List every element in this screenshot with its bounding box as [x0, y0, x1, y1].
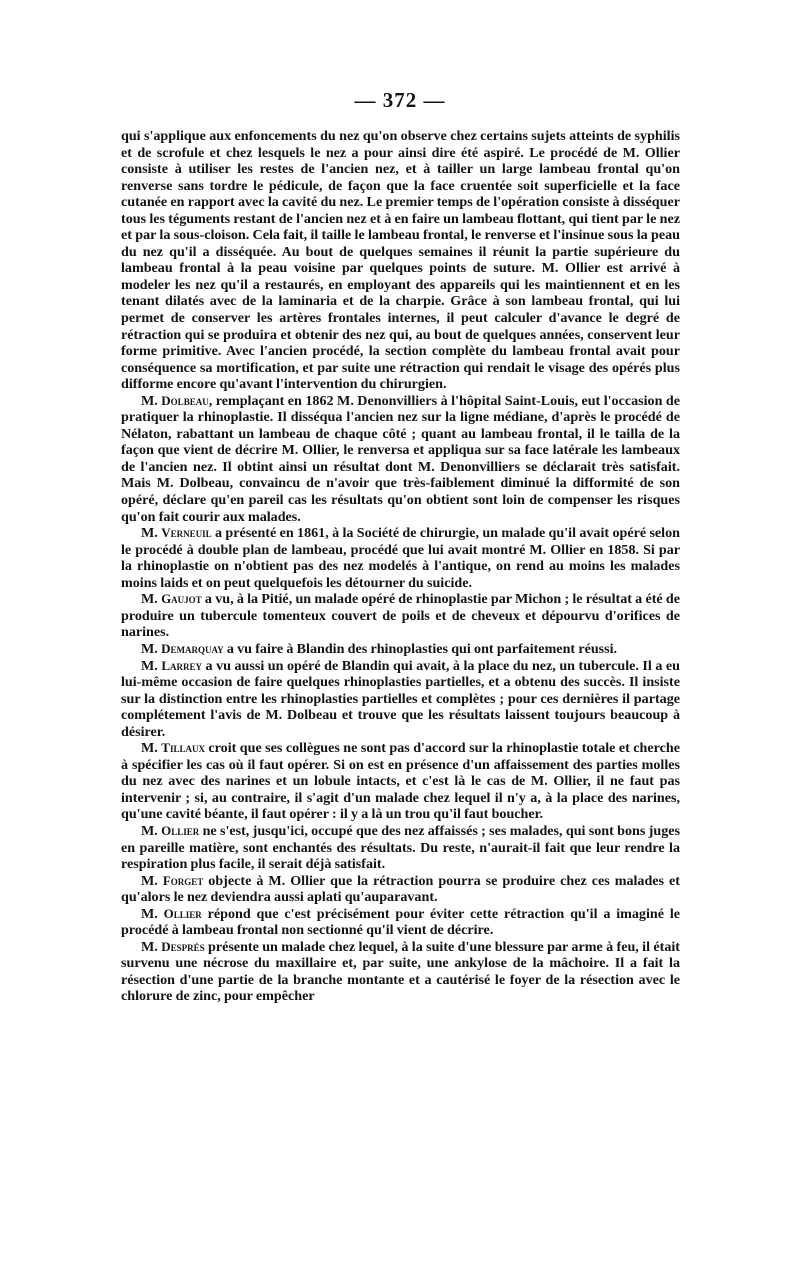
paragraph: M. Ollier ne s'est, jusqu'ici, occupé que des nez affaissés ; ses malades, qui sont bons juges en pareille matière, sont enchantés des résultats. Du reste, n'aurait-il fait que leur rendre la respiration plus facile, il serait déjà satisfait.	[121, 822, 680, 873]
paragraph-continuation	[121, 128, 680, 393]
page-number: — 372 —	[354, 88, 446, 112]
paragraph: M. Dolbeau, remplaçant en 1862 M. Denonvilliers à l'hôpital Saint-Louis, eut l'occasion de pratiquer la rhinoplastie. Il disséqua l'ancien nez sur la ligne médiane, d'après le procédé de Nélaton, rabattant un lambeau de chaque côté ; quant au lambeau frontal, il le tailla de la façon que vient de décrire M. Ollier, le renversa et appliqua sur sa face latérale les lambeaux de l'ancien nez. Il obtint ainsi un résultat dont M. Denonvilliers se déclarait très satisfait. Mais M. Dolbeau, convaincu de n'avoir que très-faiblement diminué la difformité de son opéré, déclare qu'en pareil cas les résultats qu'on obtient sont loin de compenser les risques qu'on fait courir aux malades.	[121, 392, 680, 525]
speaker-name: Dolbeau	[161, 392, 209, 408]
speaker-name: Demarquay	[161, 640, 224, 656]
paragraph-text: a vu, à la Pitié, un malade opéré de rhinoplastie par Michon ; le résultat a été de produire un tubercule tomenteux couvert de poils et de cheveux et dépourvu d'orifices de narines.	[121, 591, 680, 641]
paragraph-text: qui s'applique aux enfoncements du nez qu'on observe chez certains sujets atteints de syphilis et de scrofule et chez lesquels le nez a pour ainsi dire été aspiré. Le procédé de M. Ollier consiste à utiliser les restes de l'ancien nez, et à tailler un large lambeau frontal qu'on renverse sans tordre le pédicule, de façon que la face cruentée soit superficielle et la face cutanée en rapport avec la cavité du nez. Le premier temps de l'opération consiste à disséquer tous les téguments restant de l'ancien nez et à en faire un lambeau flottant, qui tient par le nez et par la sous-cloison. Cela fait, il taille le lambeau frontal, le renverse et l'insinue sous la peau du nez qu'il a disséquée. Au bout de quelques semaines il réunit la partie supérieure du lambeau frontal à la peau voisine par quelques points de suture. M. Ollier est arrivé à modeler les nez qu'il a restaurés, en employant des appareils qui les maintiennent et en les tenant dilatés avec de la laminaria et de la charpie. Grâce à son lambeau frontal, qui lui permet de conserver les artères frontales internes, il peut calculer d'avance le degré de rétraction qui se produira et obtenir des nez qui, au bout de quelques années, conservent leur forme primitive. Avec l'ancien procédé, la section complète du lambeau frontal avait pour conséquence sa mortification, et par suite une rétraction qui rendait le visage des opérés plus difforme encore qu'avant l'intervention du chirurgien.	[121, 128, 680, 393]
paragraph: M. Verneuil a présenté en 1861, à la Société de chirurgie, un malade qu'il avait opéré selon le procédé à double plan de lambeau, procédé que lui avait montré M. Ollier en 1858. Si par la rhinoplastie on n'obtient pas des nez modelés à l'antique, on rend au moins les malades moins laids et on peut quelquefois les détourner du suicide.	[121, 525, 680, 591]
paragraph-text: a vu faire à Blandin des rhinoplasties qui ont parfaitement réussi.	[223, 640, 618, 657]
speaker-name: Verneuil	[161, 525, 212, 541]
paragraph: M. Ollier répond que c'est précisément pour éviter cette rétraction qu'il a imaginé le procédé à lambeau frontal non sectionné qu'il vient de décrire.	[121, 905, 680, 939]
speaker-name: Ollier	[161, 822, 200, 838]
paragraph: M. Larrey a vu aussi un opéré de Blandin qui avait, à la place du nez, un tubercule. Il a eu lui-même occasion de faire quelques rhinoplasties partielles, et a obtenu des succès. Il insiste sur la distinction entre les rhinoplasties partielles et complètes ; pour ces dernières il partage complétement l'avis de M. Dolbeau et trouve que les résultats laissent toujours beaucoup à désirer.	[121, 657, 680, 740]
speaker-name: Després	[161, 938, 205, 954]
speaker-name: Tillaux	[161, 740, 205, 756]
paragraph: M. Demarquay a vu faire à Blandin des rhinoplasties qui ont parfaitement réussi.	[141, 640, 618, 657]
paragraph-text: croit que ses collègues ne sont pas d'accord sur la rhinoplastie totale et cherche à spécifier les cas où il faut opérer. Si on est en présence d'un affaissement des parties molles du nez avec des narines et un lobule intacts, et c'est là le cas de M. Ollier, il ne faut pas intervenir ; si, au contraire, il s'agit d'un malade chez lequel il n'y a, à la place des narines, qu'une cavité béante, il faut opérer : il y a là un trou qu'il faut boucher.	[121, 740, 680, 823]
paragraph-text: a vu aussi un opéré de Blandin qui avait, à la place du nez, un tubercule. Il a eu lui-même occasion de faire quelques rhinoplasties partielles, et a obtenu des succès. Il insiste sur la distinction entre les rhinoplasties partielles et complètes ; pour ces dernières il partage complétement l'avis de M. Dolbeau et trouve que les résultats laissent toujours beaucoup à désirer.	[121, 657, 680, 740]
paragraph-text: présente un malade chez lequel, à la suite d'une blessure par arme à feu, il était survenu une nécrose du maxillaire et, par suite, une ankylose de la mâchoire. Il a fait la résection d'une partie de la branche montante et a cautérisé le foyer de la résection avec le chlorure de zinc, pour empêcher	[121, 938, 680, 1005]
paragraph-text: objecte à M. Ollier que la rétraction pourra se produire chez ces malades et qu'alors le nez deviendra aussi aplati qu'auparavant.	[121, 872, 680, 906]
paragraph: M. Després présente un malade chez lequel, à la suite d'une blessure par arme à feu, il était survenu une nécrose du maxillaire et, par suite, une ankylose de la mâchoire. Il a fait la résection d'une partie de la branche montante et a cautérisé le foyer de la résection avec le chlorure de zinc, pour empêcher	[121, 938, 680, 1005]
speaker-name: Larrey	[161, 657, 203, 673]
paragraph-text: ne s'est, jusqu'ici, occupé que des nez affaissés ; ses malades, qui sont bons juges en pareille matière, sont enchantés des résultats. Du reste, n'aurait-il fait que leur rendre la respiration plus facile, il serait déjà satisfait.	[121, 822, 680, 873]
paragraph: M. Forget objecte à M. Ollier que la rétraction pourra se produire chez ces malades et qu'alors le nez deviendra aussi aplati qu'auparavant.	[121, 872, 680, 906]
speaker-name: Forget	[162, 872, 204, 888]
speaker-name: Gaujot	[161, 591, 202, 607]
speaker-name: Ollier	[163, 905, 202, 921]
paragraph-text: a présenté en 1861, à la Société de chirurgie, un malade qu'il avait opéré selon le procédé à double plan de lambeau, procédé que lui avait montré M. Ollier en 1858. Si par la rhinoplastie on n'obtient pas des nez modelés à l'antique, on rend au moins les malades moins laids et on peut quelquefois les détourner du suicide.	[121, 525, 680, 591]
paragraph: M. Tillaux croit que ses collègues ne sont pas d'accord sur la rhinoplastie totale et cherche à spécifier les cas où il faut opérer. Si on est en présence d'un affaissement des parties molles du nez avec des narines et un lobule intacts, et c'est là le cas de M. Ollier, il ne faut pas intervenir ; si, au contraire, il s'agit d'un malade chez lequel il n'y a, à la place des narines, qu'une cavité béante, il faut opérer : il y a là un trou qu'il faut boucher.	[121, 740, 680, 823]
body-text	[121, 128, 680, 1005]
paragraph-text: , remplaçant en 1862 M. Denonvilliers à l'hôpital Saint-Louis, eut l'occasion de pratiquer la rhinoplastie. Il disséqua l'ancien nez sur la ligne médiane, d'après le procédé de Nélaton, rabattant un lambeau de chaque côté ; quant au lambeau frontal, il le tailla de la façon que vient de décrire M. Ollier, le renversa et appliqua sur sa face latérale les lambeaux de l'ancien nez. Il obtint ainsi un résultat dont M. Denonvilliers se déclarait très satisfait. Mais M. Dolbeau, convaincu de n'avoir que très-faiblement diminué la difformité de son opéré, déclare qu'en pareil cas les résultats qu'on obtient sont loin de compenser les risques qu'on fait courir aux malades.	[121, 392, 680, 525]
paragraph-text: répond que c'est précisément pour éviter cette rétraction qu'il a imaginé le procédé à lambeau frontal non sectionné qu'il vient de décrire.	[121, 905, 680, 939]
paragraph: M. Gaujot a vu, à la Pitié, un malade opéré de rhinoplastie par Michon ; le résultat a été de produire un tubercule tomenteux couvert de poils et de cheveux et dépourvu d'orifices de narines.	[121, 591, 680, 641]
